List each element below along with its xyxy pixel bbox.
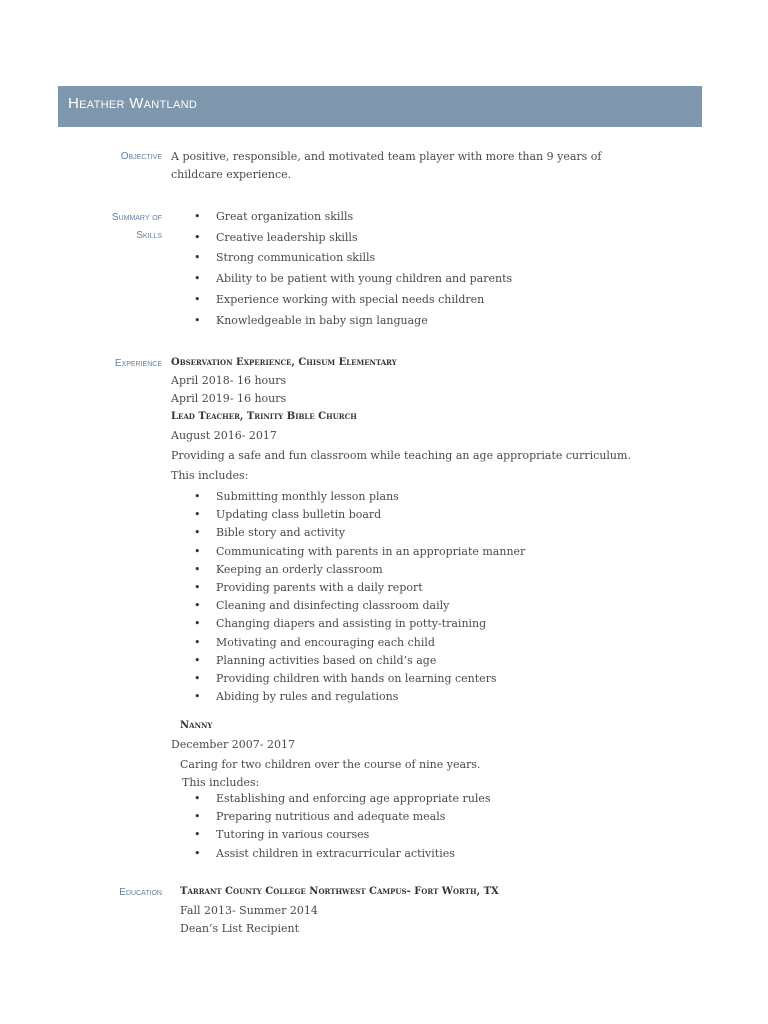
skill-item: • Great organization skills: [194, 207, 512, 228]
objective-line-2: childcare experience.: [171, 168, 292, 181]
duty-item: • Abiding by rules and regulations: [194, 688, 525, 706]
nanny-description: Caring for two children over the course of nine years.: [180, 758, 481, 771]
nanny-duties-list: [194, 790, 491, 863]
school-name: Tarrant County College Northwest Campus- Fort Worth, TX: [180, 886, 499, 897]
skill-item: • Ability to be patient with young children and parents: [194, 269, 512, 290]
observation-date-2: April 2019- 16 hours: [171, 392, 287, 405]
duty-item: • Communicating with parents in an appropriate manner: [194, 543, 525, 561]
duty-item: • Keeping an orderly classroom: [194, 561, 525, 579]
duty-item: • Updating class bulletin board: [194, 506, 525, 524]
experience-label: Experience: [114, 358, 162, 369]
nanny-title: Nanny: [180, 720, 213, 731]
nanny-includes: This includes:: [182, 776, 260, 789]
duty-item: • Planning activities based on child’s age: [194, 652, 525, 670]
lead-teacher-dates: August 2016- 2017: [171, 429, 277, 442]
lead-teacher-title: Lead Teacher, Trinity Bible Church: [171, 411, 357, 422]
lead-teacher-description: Providing a safe and fun classroom while teaching an age appropriate curriculum.: [171, 449, 631, 462]
duty-item: • Cleaning and disinfecting classroom daily: [194, 597, 525, 615]
skill-item: • Creative leadership skills: [194, 228, 512, 249]
duty-item: • Establishing and enforcing age appropriate rules: [194, 790, 491, 808]
skills-label-line-1: Summary of: [111, 212, 162, 223]
duty-item: • Motivating and encouraging each child: [194, 634, 525, 652]
skill-item: • Knowledgeable in baby sign language: [194, 311, 512, 332]
education-dates: Fall 2013- Summer 2014: [180, 904, 318, 917]
education-label: Education: [119, 887, 162, 898]
nanny-dates: December 2007- 2017: [171, 738, 295, 751]
lead-teacher-duties-list: [194, 488, 525, 706]
duty-item: • Preparing nutritious and adequate meals: [194, 808, 491, 826]
name-banner: [58, 86, 702, 127]
skills-label-line-2: Skills: [136, 230, 162, 241]
duty-item: • Providing children with hands on learning centers: [194, 670, 525, 688]
objective-label: Objective: [120, 151, 162, 162]
skill-item: • Experience working with special needs children: [194, 290, 512, 311]
skill-item: • Strong communication skills: [194, 248, 512, 269]
lead-teacher-includes: This includes:: [171, 469, 249, 482]
duty-item: • Changing diapers and assisting in potty-training: [194, 615, 525, 633]
education-honor: Dean’s List Recipient: [180, 922, 300, 935]
duty-item: • Providing parents with a daily report: [194, 579, 525, 597]
duty-item: • Assist children in extracurricular activities: [194, 845, 491, 863]
candidate-name: Heather Wantland: [68, 95, 198, 112]
duty-item: • Submitting monthly lesson plans: [194, 488, 525, 506]
duty-item: • Tutoring in various courses: [194, 826, 491, 844]
duty-item: • Bible story and activity: [194, 524, 525, 542]
observation-date-1: April 2018- 16 hours: [171, 374, 287, 387]
observation-title: Observation Experience, Chisum Elementary: [171, 357, 397, 368]
skills-list: [194, 207, 512, 331]
objective-line-1: A positive, responsible, and motivated team player with more than 9 years of: [171, 150, 602, 163]
